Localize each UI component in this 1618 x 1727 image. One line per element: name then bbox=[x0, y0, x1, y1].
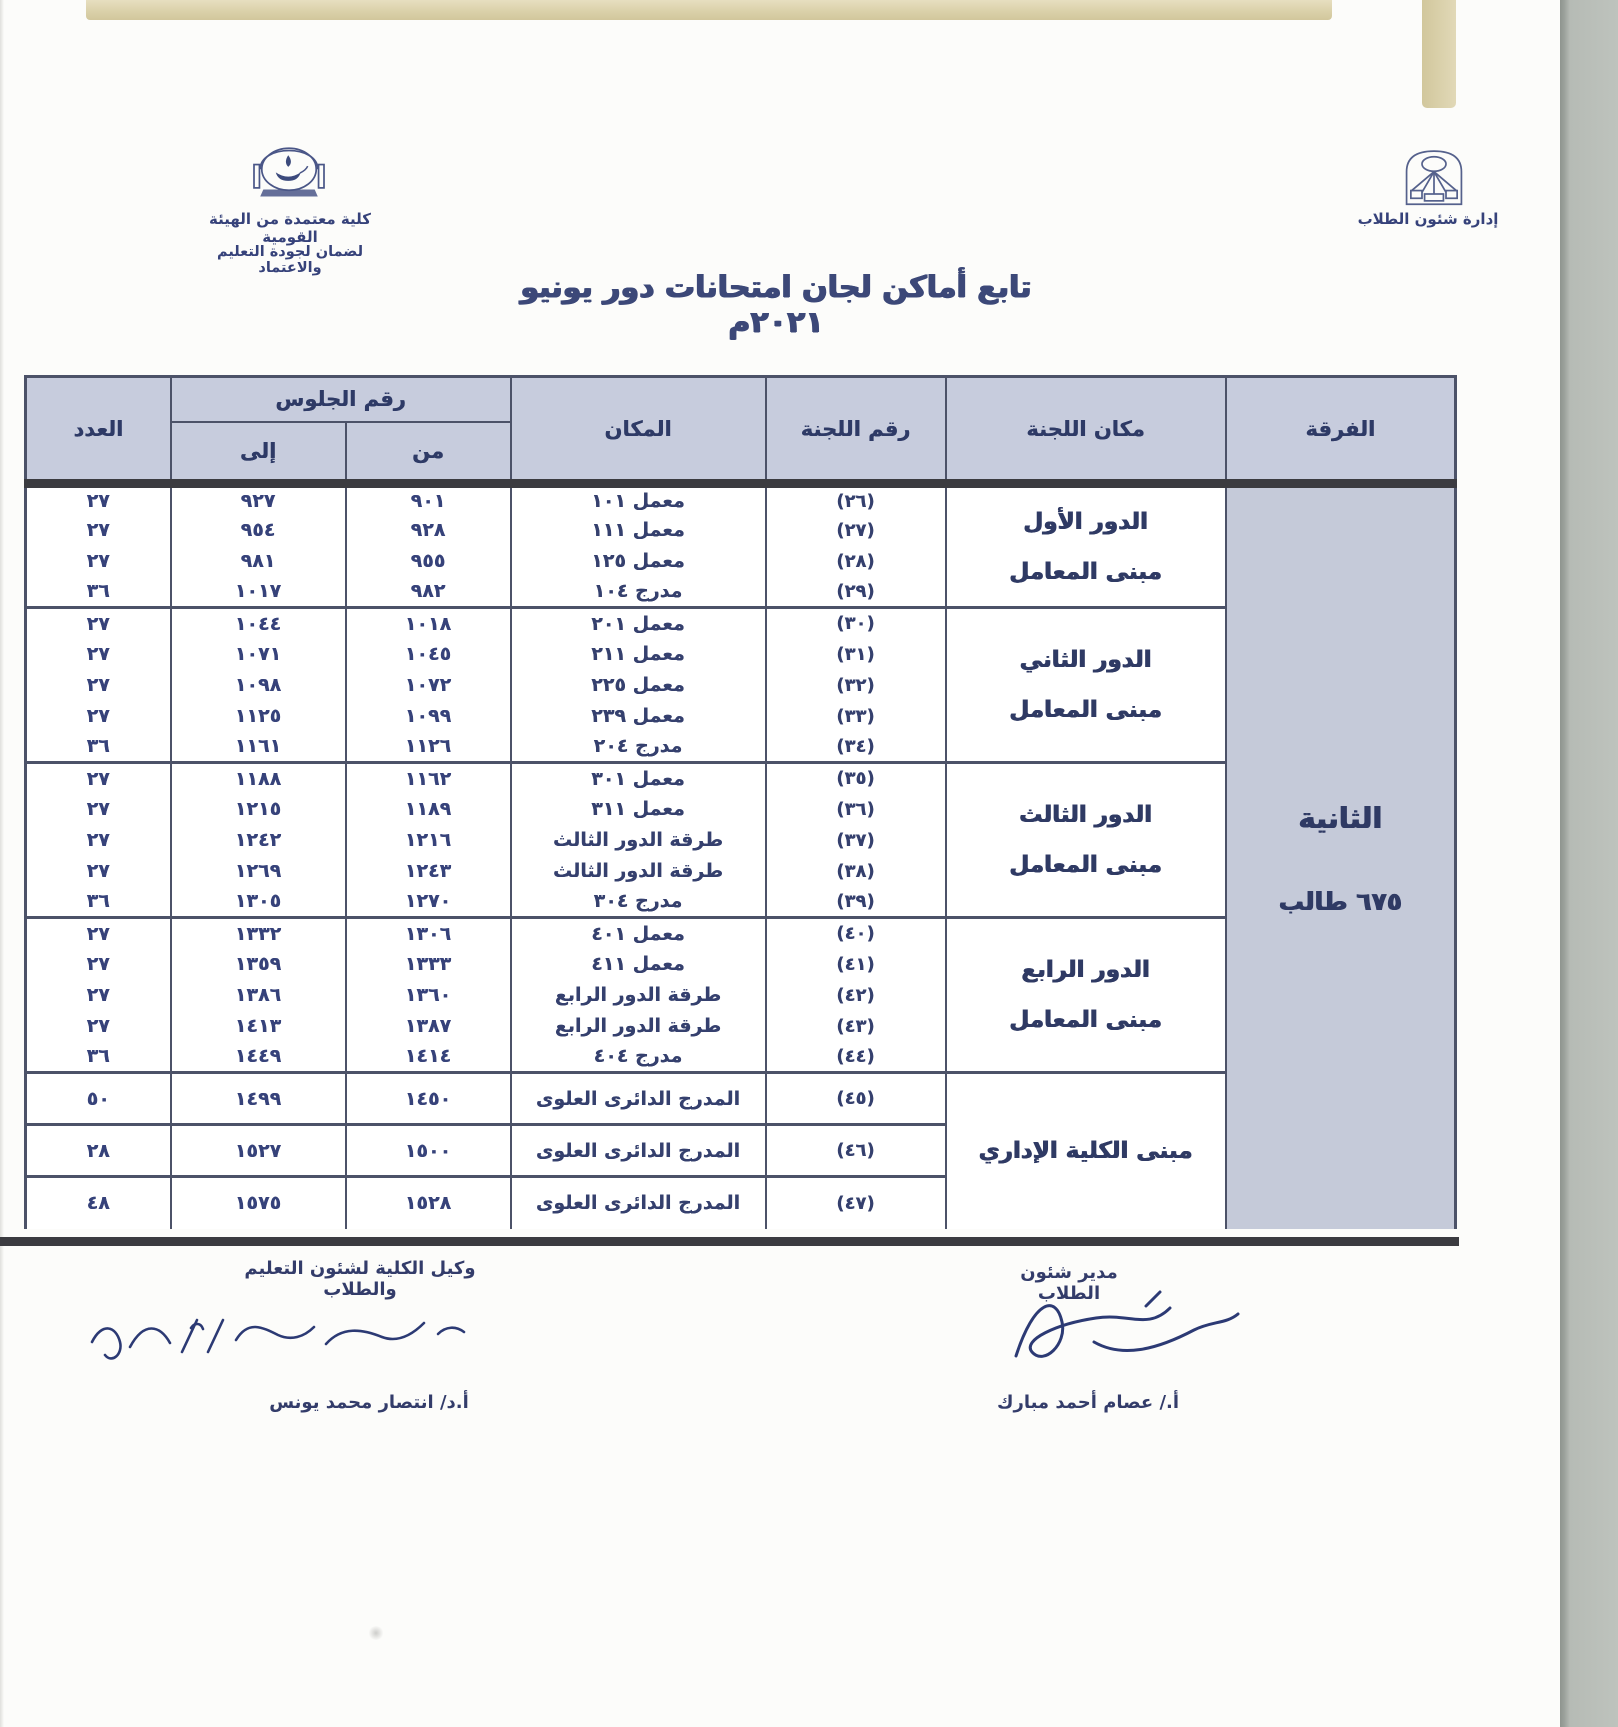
cell-from: ١٥٢٨ bbox=[346, 1177, 511, 1229]
cell-to: ١٥٢٧ bbox=[171, 1125, 346, 1177]
cell-to: ١٠٩٨ bbox=[171, 670, 346, 701]
cell-count: ٥٠ bbox=[26, 1073, 171, 1125]
cell-committee_no: (٤٣) bbox=[766, 1011, 946, 1042]
cell-place: مدرج ٣٠٤ bbox=[511, 887, 766, 918]
cell-count: ٢٧ bbox=[26, 949, 171, 980]
signature-scribble-left bbox=[78, 1292, 482, 1380]
cell-from: ١٢٤٣ bbox=[346, 856, 511, 887]
cell-from: ١٠٧٢ bbox=[346, 670, 511, 701]
cell-to: ١٢٤٢ bbox=[171, 825, 346, 856]
committee-location-cell: الدور الرابع مبنى المعامل bbox=[946, 918, 1226, 1073]
cell-to: ١٤٤٩ bbox=[171, 1042, 346, 1073]
cell-from: ١٠٩٩ bbox=[346, 701, 511, 732]
cell-committee_no: (٣٨) bbox=[766, 856, 946, 887]
cell-place: معمل ١٠١ bbox=[511, 484, 766, 515]
cell-place: طرقة الدور الرابع bbox=[511, 980, 766, 1011]
cell-from: ١١٢٦ bbox=[346, 732, 511, 763]
cell-place: معمل ١٢٥ bbox=[511, 546, 766, 577]
scanner-background-band-right bbox=[1560, 0, 1618, 1727]
naqaae-lamp-emblem-icon bbox=[250, 135, 328, 205]
cell-from: ١٤١٤ bbox=[346, 1042, 511, 1073]
committee-location-cell: الدور الأول مبنى المعامل bbox=[946, 484, 1226, 608]
cell-place: طرقة الدور الثالث bbox=[511, 856, 766, 887]
cell-to: ١٢١٥ bbox=[171, 794, 346, 825]
cell-count: ٢٧ bbox=[26, 546, 171, 577]
cell-from: ١٥٠٠ bbox=[346, 1125, 511, 1177]
scanner-edge-strip-top-right bbox=[1422, 0, 1456, 108]
cell-place: معمل ٤٠١ bbox=[511, 918, 766, 949]
cell-place: معمل ٣٠١ bbox=[511, 763, 766, 794]
cell-count: ٢٧ bbox=[26, 639, 171, 670]
cell-count: ٢٧ bbox=[26, 608, 171, 639]
cell-committee_no: (٢٧) bbox=[766, 515, 946, 546]
scan-shadow-left-edge bbox=[0, 0, 4, 1727]
cell-to: ١٥٧٥ bbox=[171, 1177, 346, 1229]
committee-location-cell: الدور الثاني مبنى المعامل bbox=[946, 608, 1226, 763]
cell-count: ٢٧ bbox=[26, 701, 171, 732]
cell-committee_no: (٣٣) bbox=[766, 701, 946, 732]
cell-count: ٣٦ bbox=[26, 1042, 171, 1073]
cell-to: ١٠٤٤ bbox=[171, 608, 346, 639]
cell-from: ١٣٦٠ bbox=[346, 980, 511, 1011]
cell-to: ١٤١٣ bbox=[171, 1011, 346, 1042]
cell-place: المدرج الدائرى العلوى bbox=[511, 1073, 766, 1125]
header-seat-to: إلى bbox=[171, 422, 346, 484]
accreditation-caption-line2: لضمان لجودة التعليم والاعتماد bbox=[216, 244, 364, 276]
grade-name: الثانية bbox=[1298, 800, 1383, 835]
cell-to: ٩٢٧ bbox=[171, 484, 346, 515]
header-seat-from: من bbox=[346, 422, 511, 484]
cell-place: مدرج ١٠٤ bbox=[511, 577, 766, 608]
student-affairs-label: إدارة شئون الطلاب bbox=[1357, 210, 1499, 228]
committee-location-cell: الدور الثالث مبنى المعامل bbox=[946, 763, 1226, 918]
cell-place: معمل ٢٢٥ bbox=[511, 670, 766, 701]
page-title: تابع أماكن لجان امتحانات دور يونيو ٢٠٢١م bbox=[520, 270, 1032, 340]
signature-scribble-right bbox=[998, 1278, 1260, 1388]
cell-committee_no: (٣٥) bbox=[766, 763, 946, 794]
cell-to: ١٣٥٩ bbox=[171, 949, 346, 980]
cell-committee_no: (٣١) bbox=[766, 639, 946, 670]
grade-cell bbox=[1226, 484, 1456, 1229]
cell-committee_no: (٣٧) bbox=[766, 825, 946, 856]
cell-to: ١١٨٨ bbox=[171, 763, 346, 794]
cell-to: ١٣٣٢ bbox=[171, 918, 346, 949]
cell-place: معمل ٢٠١ bbox=[511, 608, 766, 639]
cell-from: ٩٠١ bbox=[346, 484, 511, 515]
cell-from: ١١٦٢ bbox=[346, 763, 511, 794]
cell-committee_no: (٣٤) bbox=[766, 732, 946, 763]
header-count: العدد bbox=[26, 377, 171, 484]
scanner-edge-strip-top bbox=[86, 0, 1332, 20]
table-row bbox=[26, 484, 1456, 515]
cell-place: مدرج ٢٠٤ bbox=[511, 732, 766, 763]
cell-count: ٣٦ bbox=[26, 577, 171, 608]
cell-from: ١٣٠٦ bbox=[346, 918, 511, 949]
cell-from: ١٤٥٠ bbox=[346, 1073, 511, 1125]
cell-from: ٩٥٥ bbox=[346, 546, 511, 577]
cell-place: معمل ٢١١ bbox=[511, 639, 766, 670]
signature-name-left: أ.د/ انتصار محمد يونس bbox=[269, 1392, 469, 1413]
exam-table bbox=[24, 375, 1457, 1229]
cell-count: ٢٧ bbox=[26, 670, 171, 701]
signature-name-right: أ./ عصام أحمد مبارك bbox=[996, 1392, 1180, 1413]
cell-from: ١٠٤٥ bbox=[346, 639, 511, 670]
university-gate-emblem-icon bbox=[1398, 146, 1470, 206]
cell-count: ٢٧ bbox=[26, 980, 171, 1011]
cell-to: ١٢٦٩ bbox=[171, 856, 346, 887]
signature-title-left: وكيل الكلية لشئون التعليم والطلاب bbox=[244, 1258, 476, 1300]
cell-place: معمل ١١١ bbox=[511, 515, 766, 546]
cell-count: ٤٨ bbox=[26, 1177, 171, 1229]
cell-from: ٩٢٨ bbox=[346, 515, 511, 546]
header-grade: الفرقة bbox=[1226, 377, 1456, 484]
cell-place: معمل ٢٣٩ bbox=[511, 701, 766, 732]
cell-from: ١٣٣٣ bbox=[346, 949, 511, 980]
cell-count: ٢٧ bbox=[26, 825, 171, 856]
exam-committees-table bbox=[24, 375, 1458, 1229]
cell-to: ٩٥٤ bbox=[171, 515, 346, 546]
cell-to: ١٣٨٦ bbox=[171, 980, 346, 1011]
cell-committee_no: (٤٢) bbox=[766, 980, 946, 1011]
cell-to: ٩٨١ bbox=[171, 546, 346, 577]
cell-count: ٢٧ bbox=[26, 856, 171, 887]
cell-committee_no: (٤٧) bbox=[766, 1177, 946, 1229]
accreditation-caption-line1: كلية معتمدة من الهيئة القومية bbox=[209, 210, 371, 246]
table-bottom-heavy-line bbox=[0, 1237, 1459, 1246]
cell-to: ١١٦١ bbox=[171, 732, 346, 763]
header-committee-location: مكان اللجنة bbox=[946, 377, 1226, 484]
cell-count: ٢٧ bbox=[26, 918, 171, 949]
cell-place: المدرج الدائرى العلوى bbox=[511, 1125, 766, 1177]
header-seat-no: رقم الجلوس bbox=[171, 377, 511, 422]
cell-from: ١٢٧٠ bbox=[346, 887, 511, 918]
grade-student-count: ٦٧٥ طالب bbox=[1278, 886, 1402, 916]
cell-count: ٢٧ bbox=[26, 1011, 171, 1042]
signature-title-right: مدير شئون الطلاب bbox=[1020, 1262, 1118, 1304]
cell-committee_no: (٤٠) bbox=[766, 918, 946, 949]
cell-committee_no: (٤٥) bbox=[766, 1073, 946, 1125]
cell-from: ١٢١٦ bbox=[346, 825, 511, 856]
cell-place: المدرج الدائرى العلوى bbox=[511, 1177, 766, 1229]
cell-to: ١٣٠٥ bbox=[171, 887, 346, 918]
cell-place: معمل ٤١١ bbox=[511, 949, 766, 980]
cell-committee_no: (٢٦) bbox=[766, 484, 946, 515]
table-header bbox=[26, 377, 1456, 484]
cell-to: ١١٢٥ bbox=[171, 701, 346, 732]
cell-count: ٣٦ bbox=[26, 732, 171, 763]
cell-from: ٩٨٢ bbox=[346, 577, 511, 608]
cell-committee_no: (٣٠) bbox=[766, 608, 946, 639]
cell-committee_no: (٣٩) bbox=[766, 887, 946, 918]
header-committee-no: رقم اللجنة bbox=[766, 377, 946, 484]
cell-from: ١٠١٨ bbox=[346, 608, 511, 639]
cell-to: ١٠٧١ bbox=[171, 639, 346, 670]
cell-committee_no: (٤٤) bbox=[766, 1042, 946, 1073]
cell-to: ١٤٩٩ bbox=[171, 1073, 346, 1125]
cell-count: ٢٧ bbox=[26, 763, 171, 794]
cell-to: ١٠١٧ bbox=[171, 577, 346, 608]
cell-from: ١٣٨٧ bbox=[346, 1011, 511, 1042]
header-place: المكان bbox=[511, 377, 766, 484]
cell-count: ٢٨ bbox=[26, 1125, 171, 1177]
scan-smudge bbox=[368, 1626, 384, 1640]
cell-count: ٢٧ bbox=[26, 794, 171, 825]
cell-count: ٢٧ bbox=[26, 515, 171, 546]
cell-committee_no: (٢٨) bbox=[766, 546, 946, 577]
cell-place: معمل ٣١١ bbox=[511, 794, 766, 825]
exam-table-body bbox=[26, 484, 1456, 1229]
cell-committee_no: (٣٢) bbox=[766, 670, 946, 701]
cell-place: مدرج ٤٠٤ bbox=[511, 1042, 766, 1073]
cell-committee_no: (٢٩) bbox=[766, 577, 946, 608]
cell-count: ٣٦ bbox=[26, 887, 171, 918]
cell-place: طرقة الدور الرابع bbox=[511, 1011, 766, 1042]
cell-committee_no: (٤١) bbox=[766, 949, 946, 980]
cell-place: طرقة الدور الثالث bbox=[511, 825, 766, 856]
committee-location-cell: مبنى الكلية الإداري bbox=[946, 1073, 1226, 1229]
cell-committee_no: (٣٦) bbox=[766, 794, 946, 825]
cell-committee_no: (٤٦) bbox=[766, 1125, 946, 1177]
cell-count: ٢٧ bbox=[26, 484, 171, 515]
cell-from: ١١٨٩ bbox=[346, 794, 511, 825]
